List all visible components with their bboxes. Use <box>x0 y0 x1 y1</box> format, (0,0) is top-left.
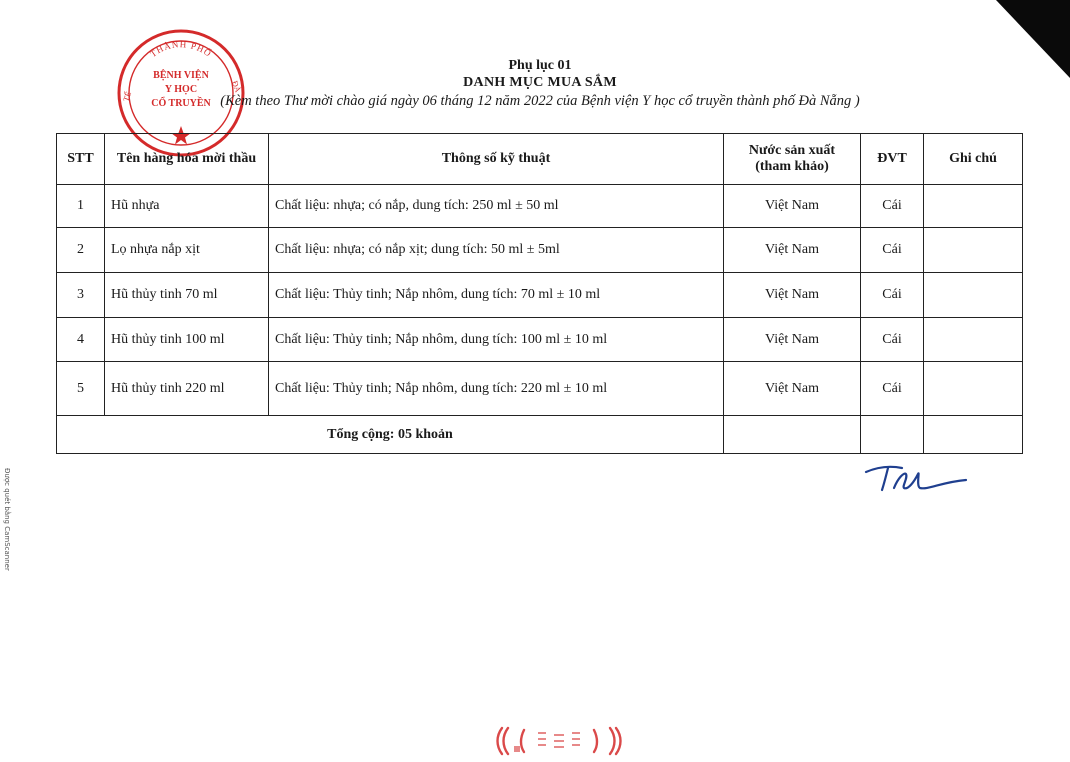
cell-item-name: Hũ thủy tinh 100 ml <box>105 318 269 362</box>
table-row <box>57 185 1023 228</box>
table-row <box>57 228 1023 273</box>
cell-origin: Việt Nam <box>724 362 861 416</box>
cell-item-name: Hũ thủy tinh 220 ml <box>105 362 269 416</box>
cell-origin: Việt Nam <box>724 185 861 228</box>
cell-item-name: Hũ thủy tinh 70 ml <box>105 273 269 318</box>
total-unit-empty <box>861 416 924 454</box>
header-stt: STT <box>57 134 105 185</box>
total-label: Tổng cộng: 05 khoản <box>57 416 724 454</box>
cell-spec: Chất liệu: Thủy tinh; Nắp nhôm, dung tích: 70 ml ± 10 ml <box>269 273 724 318</box>
cell-stt: 4 <box>57 318 105 362</box>
scan-corner-mark <box>996 0 1070 78</box>
appendix-number: Phụ lục 01 <box>508 58 572 73</box>
cell-stt: 5 <box>57 362 105 416</box>
cell-origin: Việt Nam <box>724 318 861 362</box>
cell-origin: Việt Nam <box>724 273 861 318</box>
cell-note <box>924 228 1023 273</box>
table-total-row <box>57 416 1023 454</box>
document-header <box>140 58 940 110</box>
cell-spec: Chất liệu: nhựa; có nắp xịt; dung tích: 50 ml ± 5ml <box>269 228 724 273</box>
cell-stt: 3 <box>57 273 105 318</box>
table-row <box>57 318 1023 362</box>
table-row <box>57 273 1023 318</box>
stamp-line-3: CỔ TRUYỀN <box>151 98 211 109</box>
header-unit: ĐVT <box>861 134 924 185</box>
cell-item-name: Hũ nhựa <box>105 185 269 228</box>
stamp-line-1: BỆNH VIỆN <box>153 70 209 81</box>
cell-unit: Cái <box>861 362 924 416</box>
cell-unit: Cái <box>861 318 924 362</box>
cell-note <box>924 362 1023 416</box>
procurement-table <box>56 133 1023 454</box>
bottom-stamp-mark <box>494 722 624 758</box>
cell-unit: Cái <box>861 185 924 228</box>
stamp-line-2: Y HỌC <box>164 84 198 95</box>
header-origin-line2: (tham khảo) <box>755 159 829 174</box>
cell-spec: Chất liệu: Thủy tinh; Nắp nhôm, dung tích: 100 ml ± 10 ml <box>269 318 724 362</box>
cell-stt: 1 <box>57 185 105 228</box>
header-origin-line1: Nước sản xuất <box>748 143 836 158</box>
cell-unit: Cái <box>861 228 924 273</box>
total-note-empty <box>924 416 1023 454</box>
header-spec: Thông số kỹ thuật <box>269 134 724 185</box>
scanner-watermark: Được quét bằng CamScanner <box>3 468 11 571</box>
cell-item-name: Lọ nhựa nắp xịt <box>105 228 269 273</box>
total-origin-empty <box>724 416 861 454</box>
cell-origin: Việt Nam <box>724 228 861 273</box>
table-header-row <box>57 134 1023 185</box>
document-subtitle: (Kèm theo Thư mời chào giá ngày 06 tháng 12 năm 2022 của Bệnh viện Y học cổ truyền thành phố Đà Nẵng ) <box>220 93 860 109</box>
cell-note <box>924 273 1023 318</box>
stamp-arc-text: THÀNH PHỐ <box>148 39 214 59</box>
header-origin <box>724 134 861 185</box>
cell-stt: 2 <box>57 228 105 273</box>
stamp-left-letter: TẾ <box>121 90 134 103</box>
cell-note <box>924 185 1023 228</box>
cell-spec: Chất liệu: nhựa; có nắp, dung tích: 250 ml ± 50 ml <box>269 185 724 228</box>
cell-spec: Chất liệu: Thủy tinh; Nắp nhôm, dung tích: 220 ml ± 10 ml <box>269 362 724 416</box>
header-note: Ghi chú <box>924 134 1023 185</box>
header-item-name: Tên hàng hóa mời thầu <box>105 134 269 185</box>
stamp-right-letter: ĐÀ <box>230 79 243 94</box>
table-row <box>57 362 1023 416</box>
signature <box>862 460 972 496</box>
document-title: DANH MỤC MUA SẮM <box>463 75 617 90</box>
cell-unit: Cái <box>861 273 924 318</box>
cell-note <box>924 318 1023 362</box>
